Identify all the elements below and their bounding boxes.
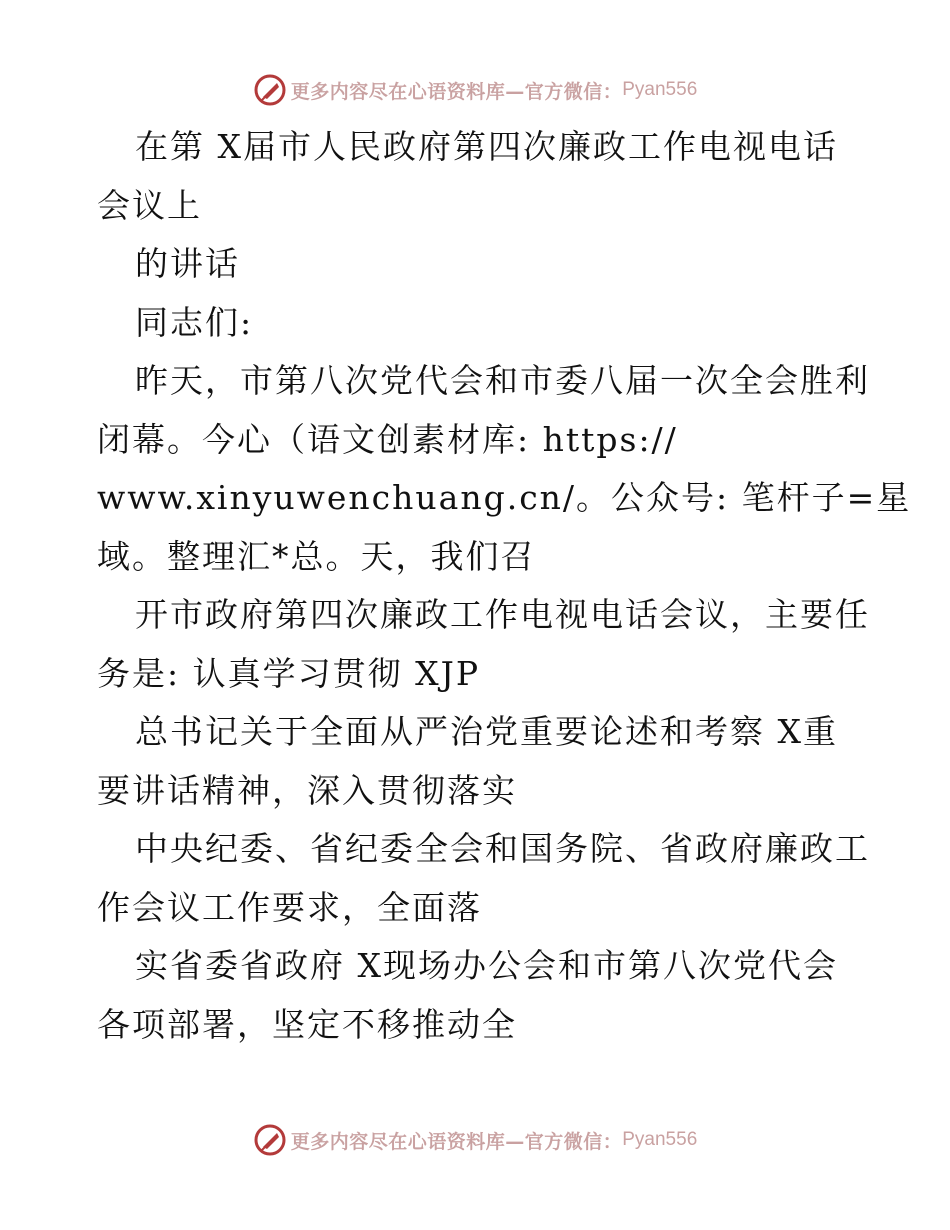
watermark-text: 更多内容尽在心语资料库—官方微信： — [290, 80, 623, 103]
text-line: 中央纪委、省纪委全会和国务院、省政府廉政工 — [135, 829, 870, 868]
text-line: 闭幕。今心（语文创素材库: https:// — [97, 419, 678, 459]
text-line: 会议上 — [97, 185, 202, 225]
text-line: 昨天，市第八次党代会和市委八届一次全会胜利 — [135, 361, 870, 400]
speech-body — [97, 118, 912, 1054]
text-line: 实省委省政府 X现场办公会和市第八次党代会 — [135, 946, 838, 985]
quill-logo-icon — [253, 1123, 287, 1157]
quill-logo-icon — [253, 73, 287, 107]
text-line: 要讲话精神，深入贯彻落实 — [97, 770, 517, 810]
watermark-text: 更多内容尽在心语资料库—官方微信： — [290, 1130, 623, 1153]
text-line: 域。整理汇*总。天，我们召 — [97, 536, 536, 576]
text-line: 务是: 认真学习贯彻 XJP — [97, 653, 481, 693]
text-line: 各项部署，坚定不移推动全 — [97, 1004, 517, 1044]
text-line: 同志们: — [135, 302, 254, 342]
text-line: 在第 X届市人民政府第四次廉政工作电视电话 — [135, 127, 838, 166]
text-line: 开市政府第四次廉政工作电视电话会议，主要任 — [135, 595, 870, 634]
text-line: 总书记关于全面从严治党重要论述和考察 X重 — [135, 712, 838, 751]
watermark-wechat-id: Pyan556 — [622, 1129, 698, 1150]
text-line: 的讲话 — [135, 244, 240, 283]
text-line: 作会议工作要求，全面落 — [97, 887, 482, 927]
text-line: www.xinyuwenchuang.cn/。公众号: 笔杆子=星 — [97, 478, 912, 517]
watermark-wechat-id: Pyan556 — [622, 79, 698, 100]
watermark-banner-bottom — [0, 1120, 950, 1160]
watermark-banner-top — [0, 70, 950, 110]
